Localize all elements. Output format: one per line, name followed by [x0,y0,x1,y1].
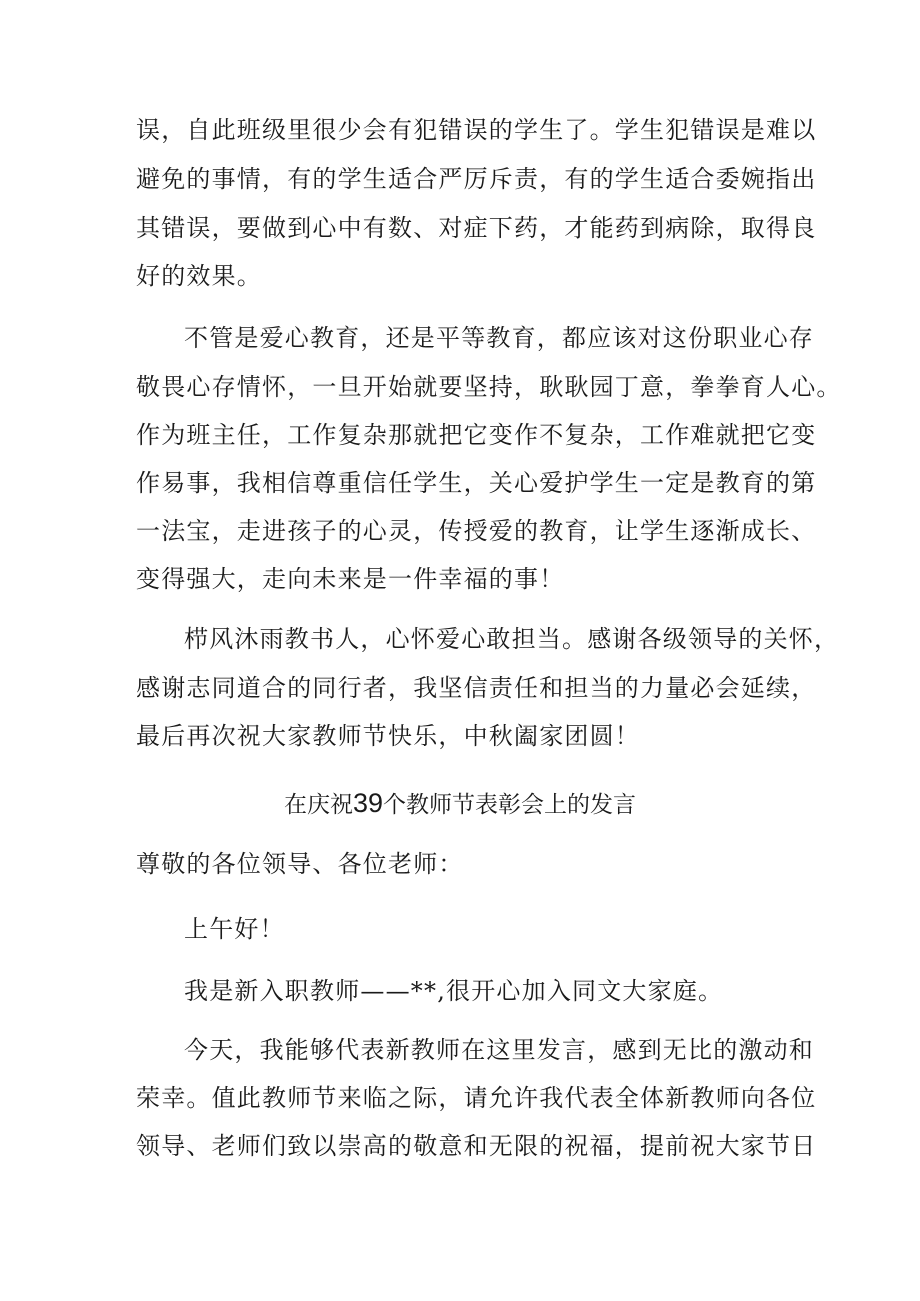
paragraph-2-line-3: 作为班主任，工作复杂那就把它变作不复杂，工作难就把它变 [136,421,817,449]
greeting: 上午好！ [184,915,285,943]
paragraph-1-line-4: 好的效果。 [136,262,262,290]
paragraph-4-line-2: 荣幸。值此教师节来临之际，请允许我代表全体新教师向各位 [136,1084,817,1112]
paragraph-2-line-4: 作易事，我相信尊重信任学生，关心爱护学生一定是教育的第 [136,469,817,497]
paragraph-4-line-1: 今天，我能够代表新教师在这里发言，感到无比的激动和 [184,1036,814,1064]
speech-title [0,785,920,823]
paragraph-2-line-6: 变得强大，走向未来是一件幸福的事！ [136,565,565,593]
speech-title-number: 39 [352,788,384,818]
paragraph-4-line-3: 领导、老师们致以崇高的敬意和无限的祝福，提前祝大家节日 [136,1132,817,1160]
paragraph-2-line-5: 一法宝，走进孩子的心灵，传授爱的教育，让学生逐渐成长、 [136,517,817,545]
speech-title-suffix: 个教师节表彰会上的发言 [383,792,637,818]
paragraph-3-line-3: 最后再次祝大家教师节快乐，中秋阖家团圆！ [136,722,640,750]
paragraph-1-line-3: 其错误，要做到心中有数、对症下药，才能药到病除，取得良 [136,214,817,242]
salutation: 尊敬的各位领导、各位老师： [136,850,464,878]
paragraph-2-line-1: 不管是爱心教育，还是平等教育，都应该对这份职业心存 [184,324,814,352]
paragraph-1-line-1: 误，自此班级里很少会有犯错误的学生了。学生犯错误是难以 [136,116,817,144]
speech-title-prefix: 在庆祝 [283,792,353,818]
paragraph-3-line-1: 栉风沐雨教书人，心怀爱心敢担当。感谢各级领导的关怀， [184,625,840,653]
intro-line: 我是新入职教师——**,很开心加入同文大家庭。 [184,977,724,1005]
paragraph-1-line-2: 避免的事情，有的学生适合严厉斥责，有的学生适合委婉指出 [136,165,817,193]
paragraph-2-line-2: 敬畏心存情怀，一旦开始就要坚持，耿耿园丁意，拳拳育人心。 [136,373,842,401]
paragraph-3-line-2: 感谢志同道合的同行者，我坚信责任和担当的力量必会延续， [136,674,817,702]
